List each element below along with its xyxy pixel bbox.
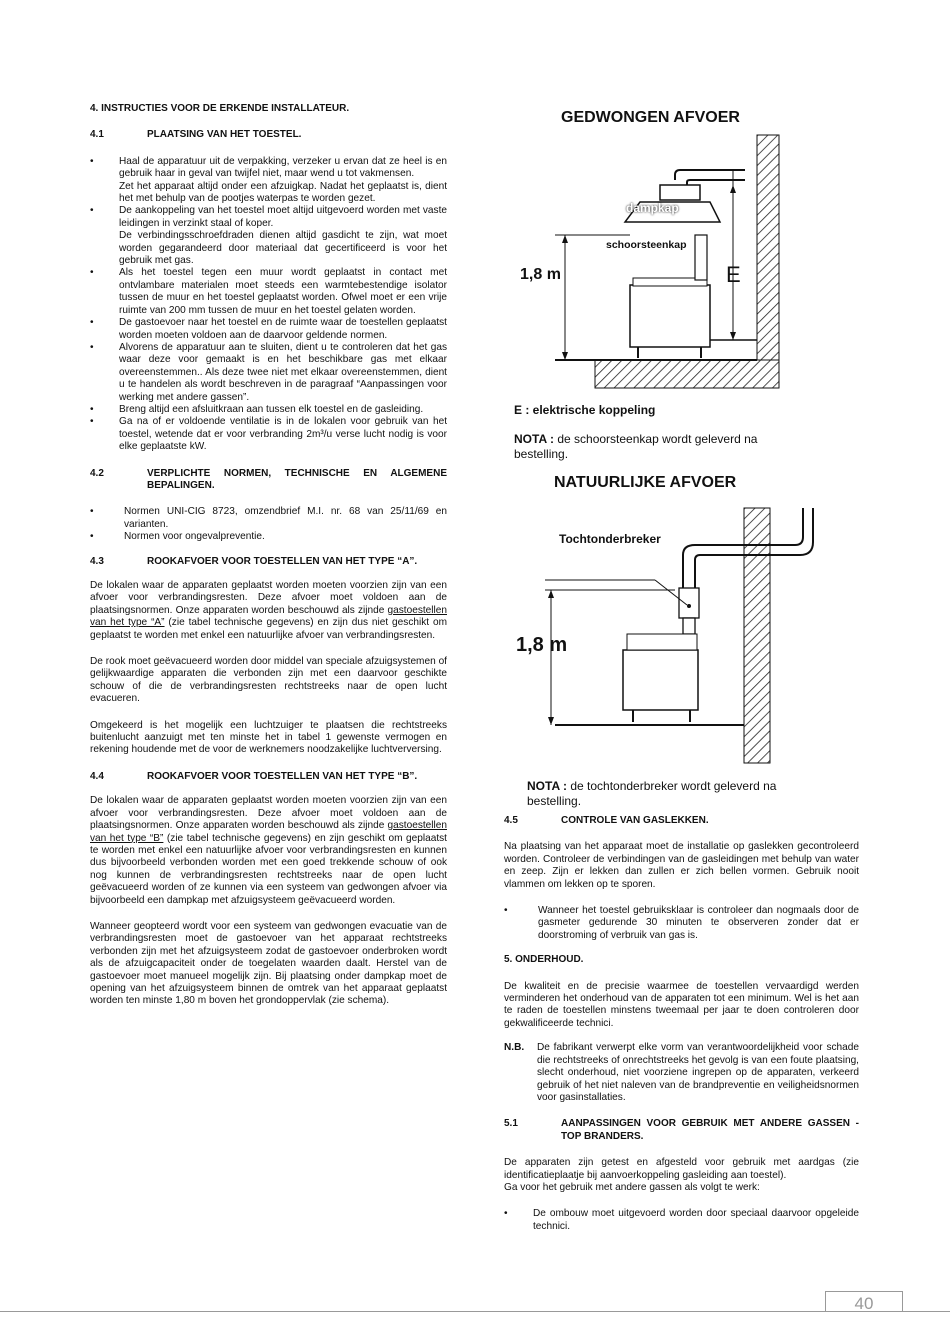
section-title: VERPLICHTE NORMEN, TECHNISCHE EN ALGEMENE BEPALINGEN. (147, 467, 447, 491)
paragraph: De kwaliteit en de precisie waarmee de toestellen vervaardigd werden verminderen het onderhoud van de apparaten tot een minimum. Wel is het aan te raden de toestellen minstens tweemaal per jaar te doen controleren door gekwalificeerde technici. (504, 980, 859, 1029)
section-number: 5.1 (504, 1118, 518, 1130)
leak-check-list (504, 905, 859, 942)
list-item: • Normen voor ongevalpreventie. (90, 531, 447, 543)
draught-breaker-label: Tochtonderbreker (559, 532, 661, 546)
paragraph: Omgekeerd is het mogelijk een luchtzuiger te plaatsen die rechtstreeks buitenlucht aanzuigt met ten minste het in tabel 1 gewenste vermogen en rekening houdende met de voor de werknemers noodzakelijke luchtverversing. (90, 719, 447, 756)
section-title: AANPASSINGEN VOOR GEBRUIK MET ANDERE GASSEN - TOP BRANDERS. (561, 1118, 859, 1142)
paragraph: Na plaatsing van het apparaat moet de installatie op gaslekken gecontroleerd worden. Controleer de verbindingen van de gasleidingen met behulp van water en zeep. Zijn er lekken dan zullen er zich bellen vormen. Gebruik nooit vlammen om lekken op te sporen. (504, 841, 859, 890)
footer-rule (0, 1311, 950, 1312)
natural-exhaust-note: NOTA : de tochtonderbreker wordt geleverd na bestelling. (527, 779, 777, 808)
section-number: 4.4 (90, 770, 104, 782)
page-number: 40 (825, 1291, 903, 1312)
height-label: 1,8 m (520, 266, 561, 283)
height-label-2: 1,8 m (516, 634, 568, 656)
paragraph: De lokalen waar de apparaten geplaatst worden moeten voorzien zijn van een afvoer voor verbrandingsresten. Deze afvoer moet voldoen aan de plaatsingsnormen. Onze apparaten worden beschouwd als zijnde gastoestellen van het type “B” (zie tabel technische gegevens) en zijn geschikt om geplaatst te worden met enkel een natuurlijke afvoer voor verbrandingsresten en kunnen dus bijvoorbeeld verbonden worden met een goed trekkende schouw of ook nog kunnen de verbrandingsresten rechtstreeks naar de open lucht geëvacueerd worden of ze kunnen via een systeem van gedwongen afvoer via bijvoorbeeld een dampkap met afzuigsysteem geëvacueerd worden. (90, 795, 447, 906)
paragraph: De apparaten zijn getest en afgesteld voor gebruik met aardgas (zie identificatieplaatje bij aanvoerkoppeling gasleiding aan toestel). Ga voor het gebruik met andere gassen als volgt te werk: (504, 1157, 859, 1193)
paragraph: De lokalen waar de apparaten geplaatst worden moeten voorzien zijn van een afvoer voor verbrandingsresten. Deze afvoer moet voldoen aan de plaatsingsnormen. Onze apparaten worden beschouwd als zijnde gastoestellen van het type “A” (zie tabel technische gegevens) en zijn dus niet geschikt om geplaatst te worden met enkel een natuurlijke afvoer van verbrandingsresten. (90, 580, 447, 641)
paragraph: Wanneer geopteerd wordt voor een systeem van gedwongen evacuatie van de verbrandingsresten moet de gastoevoer van het apparaat rechtstreeks verbonden zijn met het afzuigsysteem zodat de gastoevoer onderbroken wordt als de afzuigcapaciteit onder de toegelaten waarden daalt. Herstel van de gastoevoer moet manueel mogelijk zijn. Bij plaatsing onder dampkap moet de opening van het afzuigsysteem binnen de omtrek van het apparaat geplaatst worden ten minste 1,80 m boven het grondoppervlak (zie schema). (90, 920, 447, 1007)
section-title: PLAATSING VAN HET TOESTEL. (147, 129, 302, 141)
section-4-3-heading (90, 556, 447, 568)
forced-exhaust-diagram (515, 130, 860, 395)
electric-caption: E : elektrische koppeling (514, 403, 656, 417)
chimney-cap-label: schoorsteenkap (606, 239, 687, 251)
section-title: CONTROLE VAN GASLEKKEN. (561, 815, 709, 826)
note-block (504, 1042, 859, 1104)
forced-exhaust-note: NOTA : de schoorsteenkap wordt geleverd na bestelling. (514, 432, 758, 461)
note-key: N.B. (504, 1042, 525, 1054)
section-number: 4.3 (90, 555, 104, 567)
natural-exhaust-title: NATUURLIJKE AFVOER (554, 474, 737, 491)
electric-label: E (726, 262, 741, 287)
section-5-title: 5. ONDERHOUD. (504, 954, 584, 966)
list-item: • Normen UNI-CIG 8723, omzendbrief M.I. nr. 68 van 25/11/69 en varianten. (90, 506, 447, 531)
section-number: 4.5 (504, 815, 518, 826)
section-number: 4.2 (90, 467, 104, 479)
conversion-list (504, 1208, 859, 1233)
forced-exhaust-title: GEDWONGEN AFVOER (561, 109, 740, 126)
list-item: • De gastoevoer naar het toestel en de ruimte waar de toestellen geplaatst worden moeten voldoen aan de daarvoor geldende normen. (90, 317, 447, 342)
hood-label: dampkap (626, 201, 679, 215)
list-item: • Als het toestel tegen een muur wordt geplaatst in contact met ontvlambare materialen moet steeds een warmtebestendige isolator tussen de muur en het toestel geplaatst worden. Ofwel moet er een vrije ruimte van 200 mm tussen de muur en het toestel gelaten worden. (90, 267, 447, 317)
note-text: De fabrikant verwerpt elke vorm van verantwoordelijkheid voor schade die rechtstreeks of onrechtstreeks het gevolg is van een foute plaatsing, slecht onderhoud, niet voorziene ingrepen op de apparaten, verkeerd gebruik of het niet naleven van de brandpreventie en veiligheidsnormen voor gasinstallaties. (537, 1042, 859, 1103)
section-title: ROOKAFVOER VOOR TOESTELLEN VAN HET TYPE “A”. (147, 555, 418, 567)
section-number: 4.1 (90, 129, 104, 141)
list-item: • De aankoppeling van het toestel moet altijd uitgevoerd worden met vaste leidingen in verzinkt staal of koper. De verbindingsschroefdraden dienen altijd gasdicht te zijn, wat moet worden gegarandeerd door materiaal dat gecertificeerd is voor het gebruik met gas. (90, 205, 447, 267)
section-4-2-heading (90, 468, 447, 493)
section-4-5-heading (504, 815, 859, 827)
norms-list (90, 506, 447, 543)
section-5-1-heading (504, 1118, 859, 1143)
left-column (90, 103, 447, 1008)
paragraph: De rook moet geëvacueerd worden door middel van speciale afzuigsystemen of gelijkwaardige apparaten die verbonden zijn met een daarvoor geschikte schouw of die de verbrandingsresten rechtstreeks naar de open lucht evacueren. (90, 656, 447, 705)
list-item: • Breng altijd een afsluitkraan aan tussen elk toestel en de gasleiding. (90, 404, 447, 416)
right-column (504, 815, 859, 1233)
section-4-1-heading (90, 129, 447, 141)
installation-list (90, 156, 447, 454)
list-item: • Haal de apparatuur uit de verpakking, verzeker u ervan dat ze heel is en gebruik haar in geval van twijfel niet, maar wend u tot vakmensen. Zet het apparaat altijd onder een afzuigkap. Nadat het geplaatst is, dient het met behulp van de pootjes waterpas te worden gezet. (90, 156, 447, 206)
section-title: ROOKAFVOER VOOR TOESTELLEN VAN HET TYPE “B”. (147, 770, 418, 782)
list-item: • De ombouw moet uitgevoerd worden door speciaal daarvoor opgeleide technici. (504, 1208, 859, 1233)
section-4-4-heading (90, 771, 447, 783)
section-4-title: 4. INSTRUCTIES VOOR DE ERKENDE INSTALLATEUR. (90, 103, 350, 114)
list-item: • Wanneer het toestel gebruiksklaar is controleer dan nogmaals door de gasmeter gedurende 30 minuten te observeren zonder dat er doorstroming of verbruik van gas is. (504, 905, 859, 942)
list-item: • Alvorens de apparatuur aan te sluiten, dient u te controleren dat het gas waar deze voor gemaakt is en het beschikbare gas met elkaar overeenstemmen.. Als deze twee niet met elkaar overeenstemmen, dient u te handelen als wordt beschreven in de paragraaf “Aanpassingen voor werking met andere gassen”. (90, 342, 447, 404)
list-item: • Ga na of er voldoende ventilatie is in de lokalen voor gebruik van het toestel, wetende dat er voor verbranding 2m³/u verse lucht nodig is voor elke geplaatste kW. (90, 416, 447, 453)
